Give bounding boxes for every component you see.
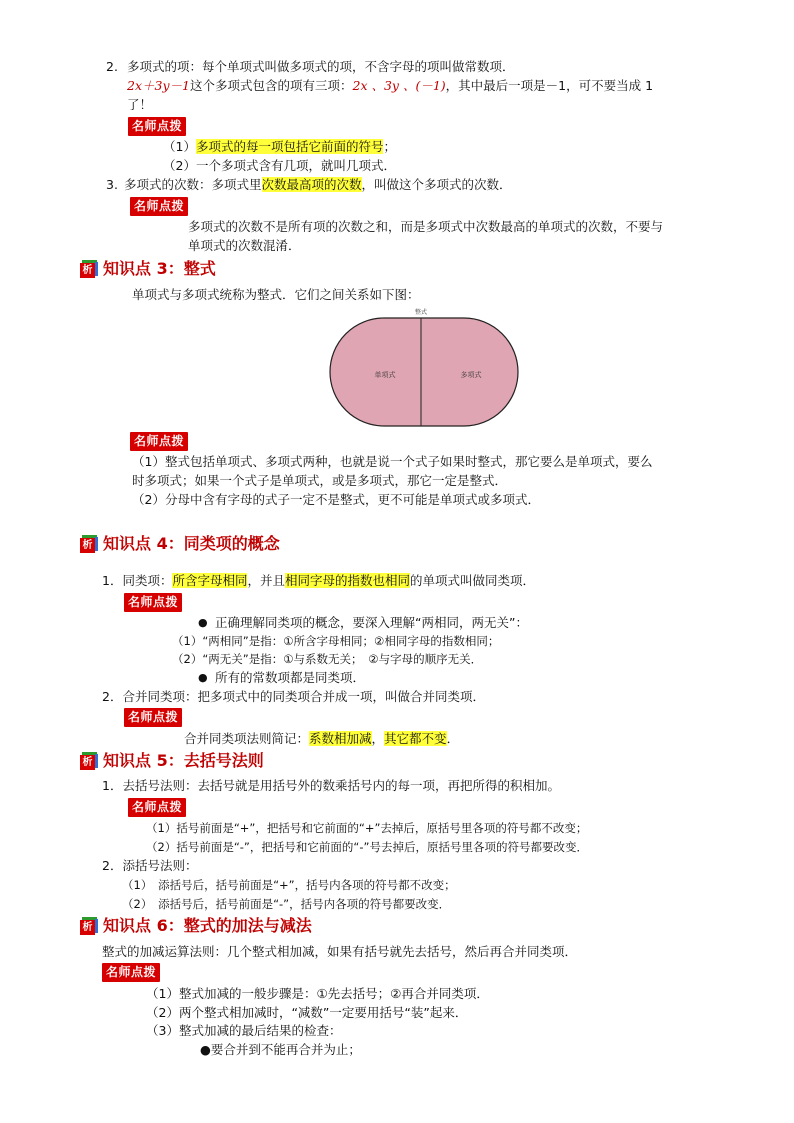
k6-intro: 整式的加减运算法则：几个整式相加减，如果有括号就先去括号，然后再合并同类项． xyxy=(102,944,578,959)
rule-c: ， xyxy=(371,731,385,746)
rule-a: 合并同类项法则简记： xyxy=(184,731,310,746)
item2-line2 xyxy=(127,77,653,95)
k5-tip2: （2）括号前面是“-”，把括号和它前面的“-”号去掉后，原括号里各项的符号都要改变． xyxy=(146,840,588,854)
k6-step1: （1）整式加减的一般步骤是：①先去括号；②再合并同类项． xyxy=(146,986,489,1001)
tip-label: 名师点拨 xyxy=(124,708,182,727)
knowledge-icon: 析 xyxy=(80,917,98,935)
k5-line2: 2．添括号法则： xyxy=(102,858,198,873)
k3-para1: （1）整式包括单项式、多项式两种，也就是说一个式子如果时整式，那它要么是单项式，要么 xyxy=(132,454,653,469)
k5-add2: （2） 添括号后，括号前面是“-”，括号内各项的符号都要改变． xyxy=(122,897,451,911)
k5-line1: 1．去括号法则：去括号就是用括号外的数乘括号内的每一项，再把所得的积相加。 xyxy=(102,778,560,793)
k4-bullet1-sub1: （1）“两相同”是指：①所含字母相同；②相同字母的指数相同； xyxy=(172,634,500,648)
bullet-icon: ● xyxy=(198,616,208,629)
math-terms: 2x 、3y 、(－1) xyxy=(352,78,446,93)
diagram-left-label: 单项式 xyxy=(374,371,396,379)
knowledge-icon: 析 xyxy=(80,260,98,278)
k4-c: ，并且 xyxy=(247,573,285,588)
k5-tip1: （1）括号前面是“+”，把括号和它前面的“+”去掉后，原括号里各项的符号都不改变； xyxy=(146,821,588,835)
diagram-stadium xyxy=(330,318,518,426)
k3-para2: 时多项式；如果一个式子是单项式，或是多项式，那它一定是整式． xyxy=(132,473,508,488)
tip-label: 名师点拨 xyxy=(124,593,182,612)
item3-number: 3. xyxy=(106,177,118,192)
item3-a: 多项式的次数：多项式里 xyxy=(124,177,262,192)
k4-merge-rule xyxy=(184,730,459,748)
diagram-top-label: 整式 xyxy=(414,309,428,316)
k4-merge-def: 2．合并同类项：把多项式中的同类项合并成一项，叫做合并同类项． xyxy=(102,689,485,704)
item3-c: ，叫做这个多项式的次数． xyxy=(361,177,512,192)
tip-label: 名师点拨 xyxy=(102,963,160,982)
bullet-icon: ● xyxy=(198,671,208,684)
tip-label: 名师点拨 xyxy=(130,432,188,451)
k4-bullet1: 正确理解同类项的概念，要深入理解“两相同，两无关”： xyxy=(215,615,528,630)
k6-title: 知识点 6：整式的加法与减法 xyxy=(103,916,312,935)
line2-mid: 这个多项式包含的项有三项： xyxy=(189,78,353,93)
k3-para3: （2）分母中含有字母的式子一定不是整式，更不可能是单项式或多项式． xyxy=(132,492,540,507)
line2-end: ，其中最后一项是－1，可不要当成 1 xyxy=(445,78,654,93)
item2-line3: 了！ xyxy=(127,97,153,112)
tip-label: 名师点拨 xyxy=(130,197,188,216)
rule-highlight-2: 其它都不变 xyxy=(384,731,447,746)
k4-num: 1． xyxy=(102,573,123,588)
tip-label: 名师点拨 xyxy=(128,798,186,817)
degree-note-line1: 多项式的次数不是所有项的次数之和，而是多项式中次数最高的单项式的次数，不要与 xyxy=(188,219,664,234)
item2-number: 2. xyxy=(106,59,118,74)
item3-line xyxy=(124,176,512,194)
tip2-line: （2）一个多项式含有几项，就叫几项式． xyxy=(163,158,396,173)
k4-bullet1-sub2: （2）“两无关”是指：①与系数无关； ②与字母的顺序无关． xyxy=(172,652,483,666)
rule-e: ． xyxy=(446,731,460,746)
tip1-prefix: （1） xyxy=(163,139,196,154)
tip1-suffix: ； xyxy=(383,139,396,154)
k4-definition xyxy=(102,572,535,590)
k6-step3: （3）整式加减的最后结果的检查： xyxy=(146,1023,342,1038)
k5-title: 知识点 5：去括号法则 xyxy=(103,751,264,770)
k4-e: 的单项式叫做同类项． xyxy=(410,573,536,588)
k4-bullet2: 所有的常数项都是同类项． xyxy=(215,670,366,685)
k3-title: 知识点 3：整式 xyxy=(103,259,216,278)
k6-step4: ●要合并到不能再合并为止； xyxy=(200,1042,361,1057)
k4-title: 知识点 4：同类项的概念 xyxy=(103,534,280,553)
degree-note-line2: 单项式的次数混淆． xyxy=(188,238,301,253)
k4-highlight-2: 相同字母的指数也相同 xyxy=(285,573,411,588)
knowledge-icon: 析 xyxy=(80,535,98,553)
tip-label: 名师点拨 xyxy=(128,117,186,136)
k6-step2: （2）两个整式相加减时，“减数”一定要用括号“装”起来． xyxy=(146,1005,468,1020)
diagram-right-label: 多项式 xyxy=(460,371,482,379)
k4-a: 同类项： xyxy=(122,573,173,588)
knowledge-icon: 析 xyxy=(80,752,98,770)
tip1-highlight: 多项式的每一项包括它前面的符号 xyxy=(195,139,384,154)
k3-intro: 单项式与多项式统称为整式．它们之间关系如下图： xyxy=(132,287,420,302)
item3-highlight: 次数最高项的次数 xyxy=(261,177,362,192)
integer-expression-diagram xyxy=(325,303,523,431)
rule-highlight-1: 系数相加减 xyxy=(309,731,372,746)
item2-text: 多项式的项：每个单项式叫做多项式的项，不含字母的项叫做常数项． xyxy=(127,59,515,74)
tip1-line xyxy=(163,138,396,156)
k5-add1: （1） 添括号后，括号前面是“+”，括号内各项的符号都不改变； xyxy=(122,878,456,892)
math-expression: 2x＋3y－1 xyxy=(127,78,190,93)
k4-highlight-1: 所含字母相同 xyxy=(172,573,248,588)
